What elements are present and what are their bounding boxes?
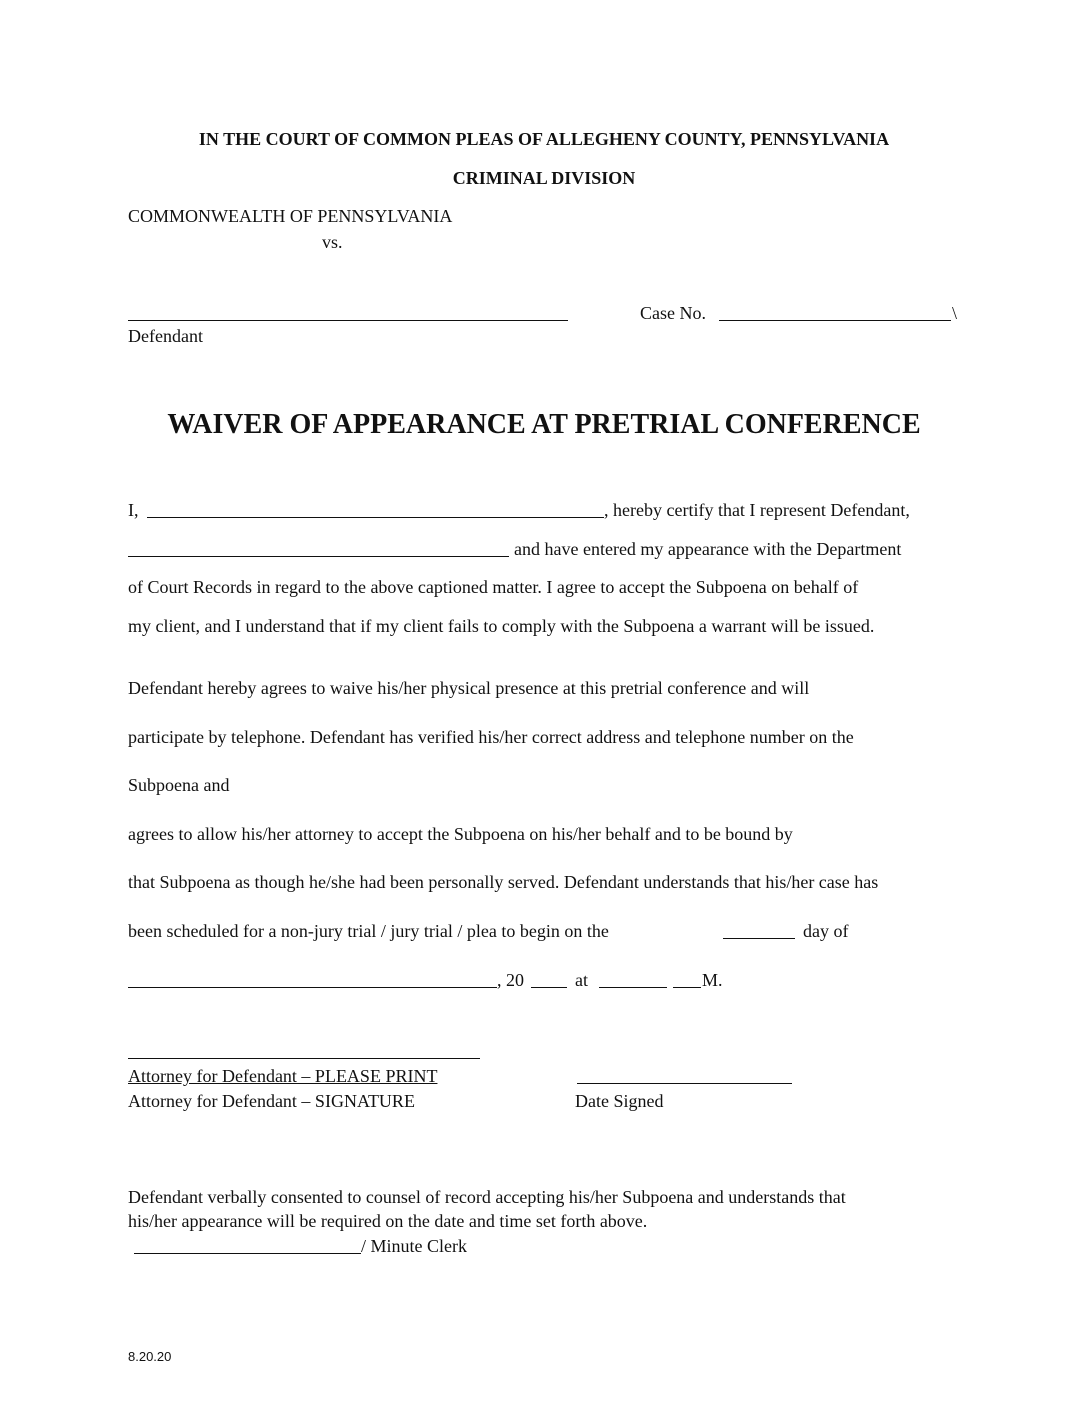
day-of-text: day of: [803, 921, 849, 941]
form-version: 8.20.20: [128, 1349, 172, 1364]
body-text-line1: , hereby certify that I represent Defendant,: [604, 500, 910, 520]
attorney-signature-label: Attorney for Defendant – SIGNATURE: [128, 1091, 415, 1111]
page-title: WAIVER OF APPEARANCE AT PRETRIAL CONFERENCE: [167, 409, 921, 440]
body-text-line2: and have entered my appearance with the Department: [514, 539, 902, 559]
day-line[interactable]: [723, 938, 795, 939]
attorney-print-line[interactable]: [128, 1058, 480, 1059]
plaintiff-name: COMMONWEALTH OF PENNSYLVANIA: [128, 206, 453, 226]
am-pm-line[interactable]: [673, 987, 701, 988]
body-text-p2-line2: participate by telephone. Defendant has verified his/her correct address and telephone number on the: [128, 727, 854, 747]
attorney-name-line[interactable]: [147, 517, 604, 518]
case-no-suffix: \: [952, 303, 958, 323]
at-text: at: [575, 970, 588, 990]
court-heading: IN THE COURT OF COMMON PLEAS OF ALLEGHENY COUNTY, PENNSYLVANIA: [198, 129, 890, 149]
time-line[interactable]: [599, 987, 667, 988]
body-text-p2-line5: that Subpoena as though he/she had been personally served. Defendant understands that his/her case has: [128, 872, 879, 892]
body-text-line4: my client, and I understand that if my client fails to comply with the Subpoena a warrant will be issued.: [128, 616, 875, 636]
versus-text: vs.: [322, 232, 343, 252]
body-text-i: I,: [128, 500, 139, 520]
date-signed-label: Date Signed: [575, 1091, 664, 1111]
case-no-label: Case No.: [640, 303, 706, 323]
minute-clerk-line[interactable]: [134, 1253, 361, 1254]
year-prefix-text: , 20: [497, 970, 524, 990]
defendant-represented-line[interactable]: [128, 556, 509, 557]
attorney-print-label: Attorney for Defendant – PLEASE PRINT: [128, 1066, 438, 1086]
meridiem-text: M.: [702, 970, 723, 990]
month-line[interactable]: [128, 987, 497, 988]
division-heading: CRIMINAL DIVISION: [452, 168, 636, 188]
date-signed-line[interactable]: [577, 1083, 792, 1084]
consent-line2: his/her appearance will be required on the date and time set forth above.: [128, 1211, 648, 1231]
defendant-name-line[interactable]: [128, 320, 568, 321]
minute-clerk-label: / Minute Clerk: [361, 1236, 467, 1256]
body-text-line3: of Court Records in regard to the above captioned matter. I agree to accept the Subpoena on behalf of: [128, 577, 859, 597]
body-text-p2-line3: Subpoena and: [128, 775, 230, 795]
body-text-p2-line4: agrees to allow his/her attorney to accept the Subpoena on his/her behalf and to be bound by: [128, 824, 793, 844]
defendant-label: Defendant: [128, 326, 203, 346]
case-no-line[interactable]: [719, 320, 951, 321]
body-text-p2-line1: Defendant hereby agrees to waive his/her physical presence at this pretrial conference and will: [128, 678, 810, 698]
trial-type-options: been scheduled for a non-jury trial / jury trial / plea to begin on the: [128, 921, 609, 941]
year-line[interactable]: [531, 987, 567, 988]
consent-line1: Defendant verbally consented to counsel of record accepting his/her Subpoena and understands that: [128, 1187, 846, 1207]
